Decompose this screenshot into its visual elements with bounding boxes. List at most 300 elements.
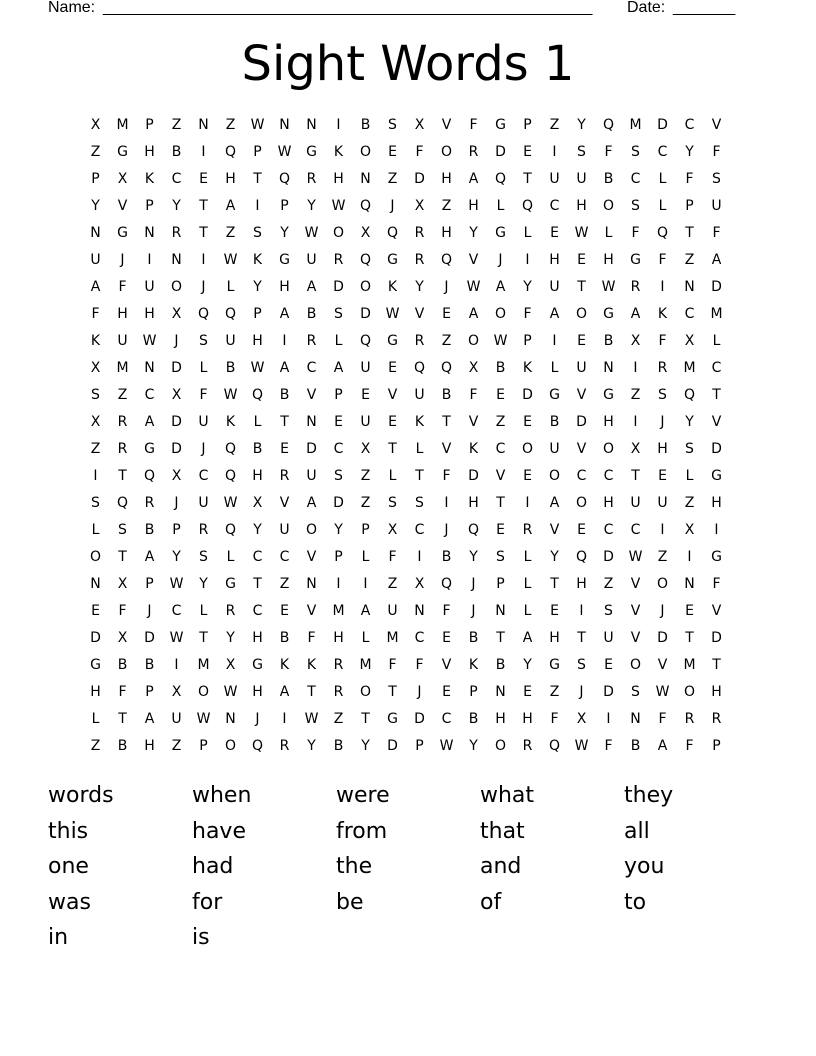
word-list-item: one [48,854,89,879]
grid-letter: X [387,522,398,538]
grid-letter: E [280,603,289,619]
grid-letter: Q [602,117,615,133]
grid-letter: P [253,144,262,160]
grid-letter: K [333,144,344,160]
grid-letter: K [252,252,263,268]
grid-letter: S [577,657,586,673]
grid-letter: F [415,657,424,673]
grid-letter: O [89,549,102,565]
grid-letter: F [685,738,694,754]
grid-letter: Q [440,252,453,268]
grid-letter: N [630,711,641,727]
grid-letter: T [280,414,289,430]
grid-letter: L [334,333,343,349]
grid-letter: R [522,522,533,538]
grid-letter: V [711,603,722,619]
name-label: Name: [48,0,96,16]
grid-letter: G [225,576,236,592]
grid-letter: C [279,549,290,565]
grid-letter: B [495,657,506,673]
word-list-item: when [192,783,252,808]
grid-letter: W [250,360,265,376]
grid-letter: I [93,468,98,484]
grid-letter: Z [549,684,560,700]
grid-letter: J [255,711,260,727]
grid-letter: Y [469,738,478,754]
grid-letter: D [711,279,722,295]
grid-letter: E [658,468,667,484]
grid-letter: J [660,414,665,430]
grid-letter: W [628,549,643,565]
grid-letter: P [361,522,370,538]
grid-letter: W [304,225,319,241]
grid-letter: E [442,306,451,322]
grid-letter: H [576,198,587,214]
grid-letter: B [252,441,263,457]
grid-letter: U [549,171,560,187]
grid-letter: P [523,117,532,133]
grid-letter: D [144,630,155,646]
grid-row [82,224,732,251]
grid-row [82,494,732,521]
grid-letter: E [523,684,532,700]
grid-letter: G [495,225,506,241]
grid-letter: I [714,522,719,538]
grid-letter: T [712,657,721,673]
grid-letter: T [118,711,127,727]
grid-letter: W [331,198,346,214]
grid-letter: F [469,387,478,403]
grid-letter: H [225,171,236,187]
grid-letter: S [631,198,640,214]
grid-letter: E [388,414,397,430]
word-search-grid [82,116,732,764]
grid-letter: P [523,333,532,349]
grid-letter: I [255,198,260,214]
grid-letter: N [603,360,614,376]
grid-letter: R [279,468,290,484]
grid-letter: W [655,684,670,700]
word-list-item: words [48,783,114,808]
grid-letter: T [199,225,208,241]
grid-letter: Z [387,171,398,187]
grid-row [82,305,732,332]
grid-letter: E [388,144,397,160]
grid-letter: Z [630,387,641,403]
grid-letter: E [280,441,289,457]
grid-letter: Z [333,711,344,727]
grid-letter: Y [685,414,694,430]
grid-letter: L [523,225,532,241]
grid-row [82,332,732,359]
grid-letter: Y [199,576,208,592]
grid-letter: U [306,468,317,484]
grid-letter: Z [225,225,236,241]
grid-letter: I [525,252,530,268]
grid-letter: D [171,360,182,376]
grid-letter: W [439,738,454,754]
grid-letter: I [417,549,422,565]
grid-letter: Q [197,306,210,322]
grid-letter: P [280,198,289,214]
grid-letter: Z [171,738,182,754]
grid-letter: B [441,549,452,565]
grid-letter: O [629,657,642,673]
grid-letter: Q [575,549,588,565]
grid-letter: V [495,468,506,484]
grid-letter: Z [387,576,398,592]
grid-letter: G [117,225,128,241]
grid-letter: L [658,198,667,214]
grid-letter: N [306,117,317,133]
grid-letter: Y [469,549,478,565]
grid-letter: F [469,117,478,133]
grid-row [82,629,732,656]
date-line: _______ [673,0,736,16]
grid-letter: D [414,171,425,187]
grid-letter: C [414,522,425,538]
grid-letter: D [522,387,533,403]
grid-letter: C [252,603,263,619]
grid-letter: D [387,738,398,754]
grid-letter: L [712,333,721,349]
grid-letter: F [442,603,451,619]
grid-letter: E [523,468,532,484]
grid-letter: Q [359,333,372,349]
grid-letter: B [117,738,128,754]
grid-letter: X [576,711,587,727]
grid-letter: S [415,495,424,511]
grid-letter: X [90,117,101,133]
grid-letter: B [279,630,290,646]
grid-letter: T [550,576,559,592]
grid-letter: U [225,333,236,349]
grid-letter: F [658,711,667,727]
grid-letter: G [279,252,290,268]
grid-letter: L [523,549,532,565]
grid-letter: O [359,144,372,160]
grid-letter: T [631,468,640,484]
grid-letter: O [467,333,480,349]
grid-letter: I [201,252,206,268]
grid-letter: B [171,144,182,160]
grid-letter: E [604,657,613,673]
grid-letter: J [444,522,449,538]
word-list-item: this [48,818,89,844]
grid-letter: Y [415,279,424,295]
grid-row [82,737,732,764]
grid-letter: O [224,738,237,754]
grid-letter: A [711,252,722,268]
grid-letter: W [250,117,265,133]
grid-letter: Q [494,171,507,187]
grid-letter: K [414,414,425,430]
grid-row [82,575,732,602]
grid-letter: N [495,684,506,700]
grid-letter: X [684,333,695,349]
word-list-item: were [336,783,390,808]
grid-letter: I [444,495,449,511]
grid-letter: U [279,522,290,538]
grid-letter: G [306,144,317,160]
grid-letter: O [170,279,183,295]
grid-letter: I [336,576,341,592]
grid-letter: V [468,414,479,430]
grid-letter: K [468,657,479,673]
grid-letter: A [657,738,668,754]
grid-letter: M [197,657,210,673]
grid-row [82,602,732,629]
grid-letter: N [684,576,695,592]
grid-letter: G [549,387,560,403]
grid-letter: F [712,144,721,160]
grid-letter: R [414,225,425,241]
grid-letter: F [388,549,397,565]
grid-letter: H [495,711,506,727]
grid-letter: S [604,603,613,619]
grid-letter: V [576,387,587,403]
grid-letter: E [577,522,586,538]
grid-row [82,413,732,440]
grid-letter: Q [413,360,426,376]
grid-letter: J [579,684,584,700]
grid-letter: B [279,387,290,403]
grid-letter: R [333,657,344,673]
grid-letter: N [90,576,101,592]
grid-letter: R [657,360,668,376]
grid-letter: Y [172,549,181,565]
grid-letter: I [552,144,557,160]
grid-letter: C [306,360,317,376]
grid-letter: Z [549,117,560,133]
grid-letter: B [333,738,344,754]
grid-letter: I [174,657,179,673]
grid-letter: N [144,225,155,241]
grid-letter: A [468,171,479,187]
grid-letter: K [144,171,155,187]
grid-letter: A [495,279,506,295]
grid-letter: O [602,198,615,214]
grid-letter: V [306,387,317,403]
grid-letter: H [441,171,452,187]
grid-letter: W [223,387,238,403]
grid-letter: D [171,441,182,457]
grid-letter: D [90,630,101,646]
grid-letter: Q [143,468,156,484]
grid-letter: F [415,144,424,160]
grid-letter: L [523,603,532,619]
grid-letter: W [574,225,589,241]
grid-letter: X [360,225,371,241]
grid-letter: H [549,630,560,646]
grid-letter: U [603,630,614,646]
grid-letter: G [387,711,398,727]
grid-letter: P [496,576,505,592]
grid-letter: S [91,387,100,403]
grid-letter: H [576,576,587,592]
grid-letter: X [360,441,371,457]
grid-letter: M [386,630,399,646]
grid-letter: V [414,306,425,322]
grid-letter: R [198,522,209,538]
grid-letter: T [307,684,316,700]
grid-letter: T [118,549,127,565]
grid-letter: T [685,630,694,646]
grid-letter: V [630,630,641,646]
grid-letter: U [117,333,128,349]
grid-letter: X [630,333,641,349]
grid-letter: D [603,549,614,565]
grid-letter: C [171,171,182,187]
grid-letter: C [198,468,209,484]
grid-letter: R [225,603,236,619]
grid-letter: K [306,657,317,673]
grid-letter: U [576,360,587,376]
word-list-item: was [48,889,91,915]
grid-letter: Q [548,738,561,754]
grid-letter: S [334,468,343,484]
grid-letter: W [493,333,508,349]
grid-letter: V [711,414,722,430]
grid-letter: Z [603,576,614,592]
grid-letter: S [388,495,397,511]
grid-letter: S [118,522,127,538]
grid-letter: X [171,684,182,700]
grid-letter: T [388,684,397,700]
word-list-item: that [480,818,525,844]
grid-letter: A [144,549,155,565]
grid-letter: B [549,414,560,430]
grid-letter: H [90,684,101,700]
grid-letter: A [279,684,290,700]
grid-letter: I [579,603,584,619]
grid-letter: Z [684,495,695,511]
grid-letter: W [142,333,157,349]
grid-letter: J [471,576,476,592]
grid-letter: F [685,171,694,187]
grid-letter: P [334,549,343,565]
grid-letter: N [198,117,209,133]
grid-letter: J [471,603,476,619]
grid-letter: V [711,117,722,133]
grid-letter: C [144,387,155,403]
grid-letter: N [144,360,155,376]
grid-letter: J [174,495,179,511]
grid-letter: A [522,630,533,646]
word-list-item: they [624,783,674,808]
grid-letter: Y [172,198,181,214]
grid-letter: A [306,279,317,295]
grid-letter: O [359,684,372,700]
grid-letter: B [468,630,479,646]
grid-letter: E [496,522,505,538]
grid-letter: Y [280,225,289,241]
grid-letter: M [332,603,345,619]
grid-letter: U [90,252,101,268]
grid-letter: C [414,630,425,646]
grid-letter: X [684,522,695,538]
grid-letter: Q [224,441,237,457]
grid-letter: L [361,630,370,646]
grid-row [82,710,732,737]
grid-letter: N [279,117,290,133]
grid-letter: M [116,360,129,376]
grid-letter: L [685,468,694,484]
grid-letter: L [253,414,262,430]
date-label: Date: [627,0,666,16]
grid-letter: R [630,279,641,295]
grid-row [82,197,732,224]
word-list-item: you [624,854,665,879]
grid-letter: Q [440,576,453,592]
grid-letter: D [333,279,344,295]
grid-letter: H [603,252,614,268]
grid-letter: X [117,171,128,187]
grid-letter: W [385,306,400,322]
grid-letter: J [444,279,449,295]
grid-letter: D [171,414,182,430]
grid-letter: I [363,576,368,592]
grid-letter: Y [307,738,316,754]
grid-letter: F [442,468,451,484]
grid-letter: O [602,441,615,457]
grid-letter: N [414,603,425,619]
grid-letter: W [223,252,238,268]
grid-letter: W [574,738,589,754]
word-list-item: the [336,854,373,879]
grid-letter: X [90,360,101,376]
grid-letter: B [468,711,479,727]
grid-letter: U [144,279,155,295]
grid-letter: T [388,441,397,457]
grid-letter: V [441,657,452,673]
grid-letter: X [171,387,182,403]
grid-letter: L [91,711,100,727]
grid-letter: Z [90,144,101,160]
grid-letter: R [171,225,182,241]
grid-letter: L [523,576,532,592]
grid-letter: F [604,144,613,160]
grid-letter: F [388,657,397,673]
grid-row [82,521,732,548]
grid-letter: O [575,495,588,511]
grid-letter: P [199,738,208,754]
grid-letter: L [226,549,235,565]
grid-letter: E [550,603,559,619]
word-list-item: is [192,925,210,950]
grid-letter: U [306,252,317,268]
grid-letter: B [225,360,236,376]
grid-letter: N [360,171,371,187]
grid-letter: J [390,198,395,214]
grid-letter: C [549,198,560,214]
grid-letter: O [683,684,696,700]
word-list-item: and [480,854,522,879]
grid-letter: B [441,387,452,403]
grid-letter: D [657,117,668,133]
grid-letter: B [144,657,155,673]
grid-letter: W [466,279,481,295]
grid-letter: H [144,144,155,160]
grid-letter: F [199,387,208,403]
grid-letter: A [468,306,479,322]
grid-letter: L [550,360,559,376]
grid-letter: V [441,441,452,457]
grid-letter: H [333,171,344,187]
grid-letter: F [631,225,640,241]
grid-letter: Y [577,117,586,133]
grid-letter: C [711,360,722,376]
